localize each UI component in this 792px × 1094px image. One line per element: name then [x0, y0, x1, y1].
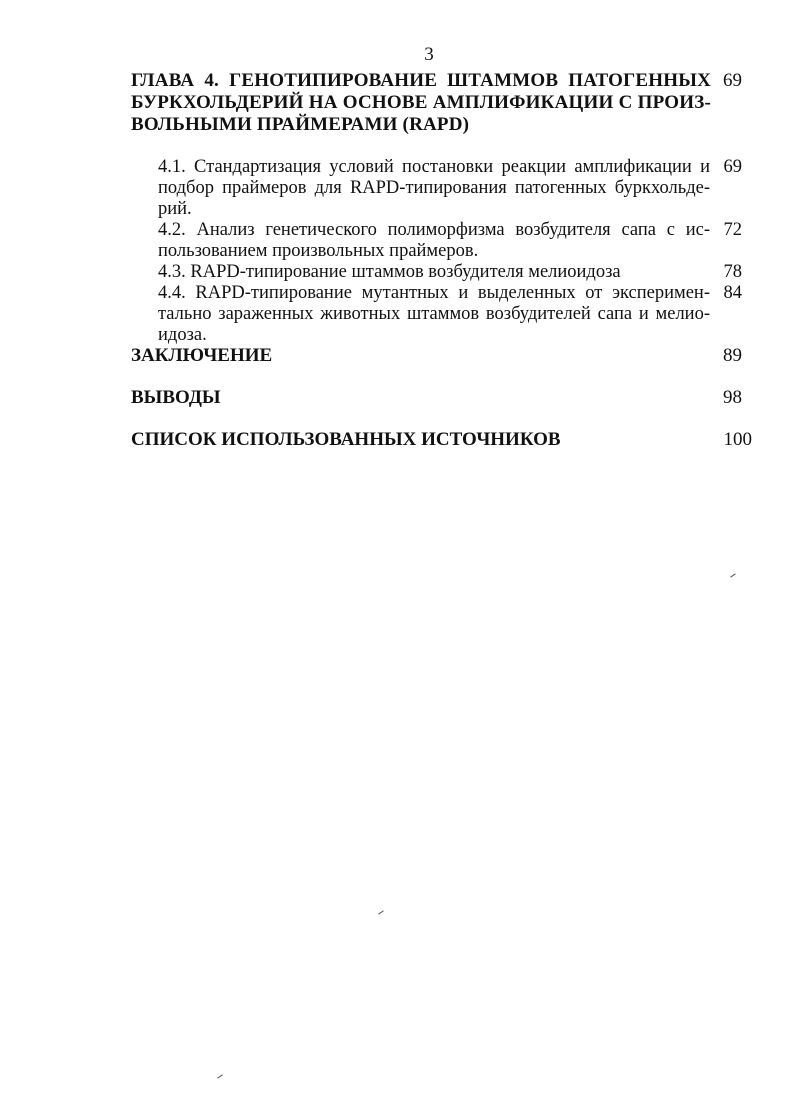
toc-chapter-4-page: 69 [723, 70, 742, 91]
toc-section-4-2-title: 4.2. Анализ генетического полиморфизма возбудителя сапа с ис-пользованием произвольных праймеров. [158, 220, 710, 261]
toc-section-4-4-title: 4.4. RAPD-типирование мутантных и выделенных от эксперимен-тально зараженных животных штаммов возбудителей сапа и мелио-идоза. [158, 283, 710, 345]
toc-section-4-2-page: 72 [723, 220, 742, 240]
toc-references-title: СПИСОК ИСПОЛЬЗОВАННЫХ ИСТОЧНИКОВ [131, 429, 561, 450]
scan-speck [730, 573, 735, 577]
toc-section-4-3-page: 78 [723, 262, 742, 282]
toc-section-4-1-title: 4.1. Стандартизация условий постановки реакции амплификации и подбор праймеров для RAPD-типирования патогенных буркхольде-рий. [158, 157, 710, 219]
toc-chapter-4-title: ГЛАВА 4. ГЕНОТИПИРОВАНИЕ ШТАММОВ ПАТОГЕННЫХ БУРКХОЛЬДЕРИЙ НА ОСНОВЕ АМПЛИФИКАЦИИ С ПРОИЗ-ВОЛЬНЫМИ ПРАЙМЕРАМИ (RAPD) [131, 70, 711, 135]
scan-speck [217, 1074, 222, 1078]
toc-findings-title: ВЫВОДЫ [131, 387, 221, 408]
toc-section-4-4-page: 84 [723, 283, 742, 303]
page-number: 3 [424, 44, 434, 65]
toc-section-4-3-title: 4.3. RAPD-типирование штаммов возбудителя мелиоидоза [158, 262, 621, 282]
toc-conclusion-page: 89 [723, 345, 742, 366]
toc-conclusion-title: ЗАКЛЮЧЕНИЕ [131, 345, 273, 366]
toc-findings-page: 98 [723, 387, 742, 408]
scan-speck [378, 910, 383, 914]
toc-section-4-1-page: 69 [723, 157, 742, 177]
toc-references-page: 100 [723, 429, 752, 450]
